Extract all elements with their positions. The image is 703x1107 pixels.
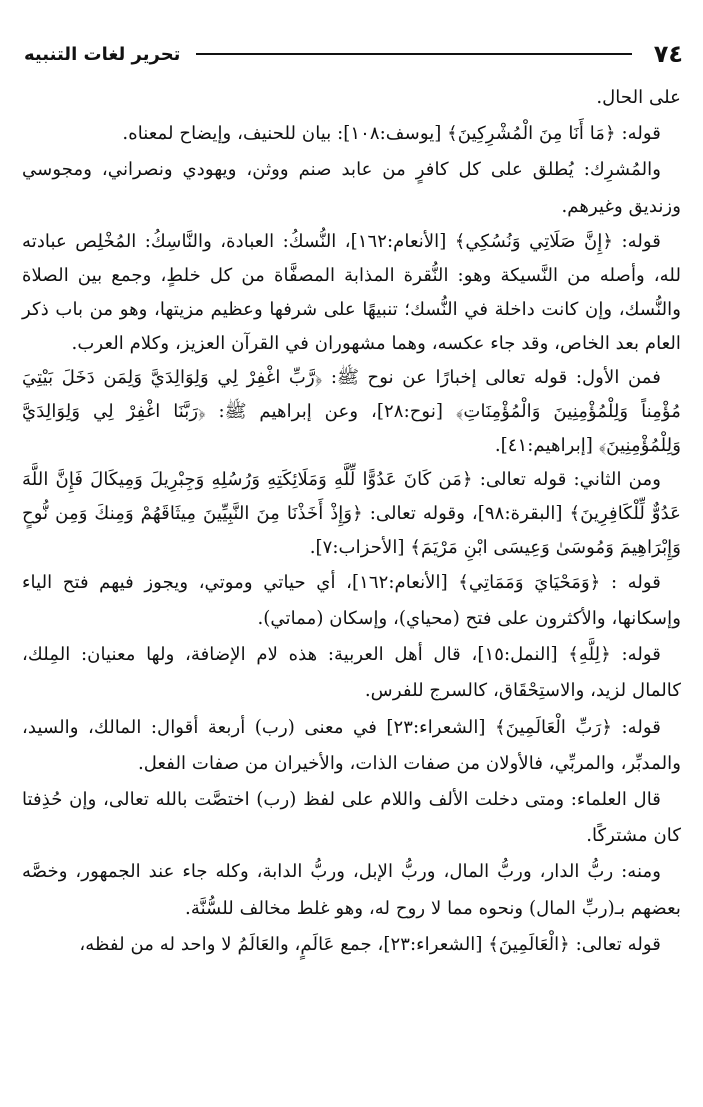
paragraph: قوله: ﴿لِلَّهِ﴾ [النمل:١٥]، قال أهل العربية: هذه لام الإضافة، ولها معنيان: المِلك، كالمال لزيد، والاستِحْقَاق، كالسرج للفرس. [22,644,681,702]
paragraph: فمن الأول: قوله تعالى إخبارًا عن نوح ﷺ: ﴿رَّبِّ اغْفِرْ لِي وَلِوَالِدَيَّ وَلِمَن دَخَلَ بَيْتِيَ مُؤْمِناً وَلِلْمُؤْمِنِينَ وَالْمُؤْمِنَاتِ﴾ [نوح:٢٨]، وعن إبراهيم ﷺ: ﴿رَبَّنَا اغْفِرْ لِي وَلِوَالِدَيَّ وَلِلْمُؤْمِنِينَ﴾ [إبراهيم:٤١]. [22,366,681,456]
paragraph: قوله تعالى: ﴿الْعَالَمِينَ﴾ [الشعراء:٢٣]، جمع عَالَمٍ، والعَالَمُ لا واحد له من لفظه، [79,933,661,955]
page-number: ٧٤ [653,40,683,68]
paragraph: قوله: ﴿رَبِّ الْعَالَمِينَ﴾ [الشعراء:٢٣] في معنى (رب) أربعة أقوال: المالك، والسيد، والمدبِّر، والمربِّي، فالأولان من صفات الذات، والأخيران من صفات الفعل. [22,716,681,774]
paragraph: على الحال. [596,87,681,108]
paragraph: والمُشرِك: يُطلق على كل كافرٍ من عابد صنم ووثن، ويهودي ونصراني، ومجوسي وزنديق وغيرهم. [22,159,681,217]
running-title: تحرير لغات التنبيه [24,43,181,65]
paragraph: ومنه: ربُّ الدار، وربُّ المال، وربُّ الإبل، وربُّ الدابة، وكله جاء عند الجمهور، وخصَّه بعضهم بـ(ربِّ المال) ونحوه مما لا روح له، وهو غلط مخالف للسُّنَّة. [22,861,681,919]
paragraph: قوله : ﴿وَمَحْيَايَ وَمَمَاتِي﴾ [الأنعام:١٦٢]، أي حياتي وموتي، ويجوز فيهم فتح الياء وإسكانها، والأكثرون على فتح (محياي)، وإسكان (مماتي). [22,571,681,630]
page-header [24,36,683,72]
page-body [22,80,681,1097]
header-rule [196,53,631,55]
paragraph: ومن الثاني: قوله تعالى: ﴿مَن كَانَ عَدُوًّا لِّلَّهِ وَمَلَائِكَتِهِ وَرُسُلِهِ وَجِبْرِيلَ وَمِيكَالَ فَإِنَّ اللَّهَ عَدُوٌّ لِّلْكَافِرِينَ﴾ [البقرة:٩٨]، وقوله تعالى: ﴿وَإِذْ أَخَذْنَا مِنَ النَّبِيِّينَ مِيثَاقَهُمْ وَمِنكَ وَمِن نُّوحٍ وَإِبْرَاهِيمَ وَمُوسَىٰ وَعِيسَى ابْنِ مَرْيَمَ﴾ [الأحزاب:٧]. [22,468,681,558]
paragraph: قوله: ﴿مَا أَنَا مِنَ الْمُشْرِكِينَ﴾ [يوسف:١٠٨]: بيان للحنيف، وإيضاح لمعناه. [122,123,661,145]
paragraph: قوله: ﴿إِنَّ صَلَاتِي وَنُسُكِي﴾ [الأنعام:١٦٢]، النُّسكُ: العبادة، والنَّاسِكُ: المُخْلِص عبادته لله، وأصله من النَّسيكة وهو: النُّقرة المذابة المصفَّاة من كل خلطٍ، وجمع بين الصلاة والنُّسك، وإن كانت داخلة في النُّسك؛ تنبيهًا على شرفها وعظيم مزيتها، وهو من باب ذكر العام بعد الخاص، وقد جاء عكسه، وهما مشهوران في القرآن العزيز، وكلام العرب. [22,230,681,354]
paragraph: قال العلماء: ومتى دخلت الألف واللام على لفظ (رب) اختصَّت بالله تعالى، وإن حُذِفتا كان مشتركًا. [22,789,681,847]
